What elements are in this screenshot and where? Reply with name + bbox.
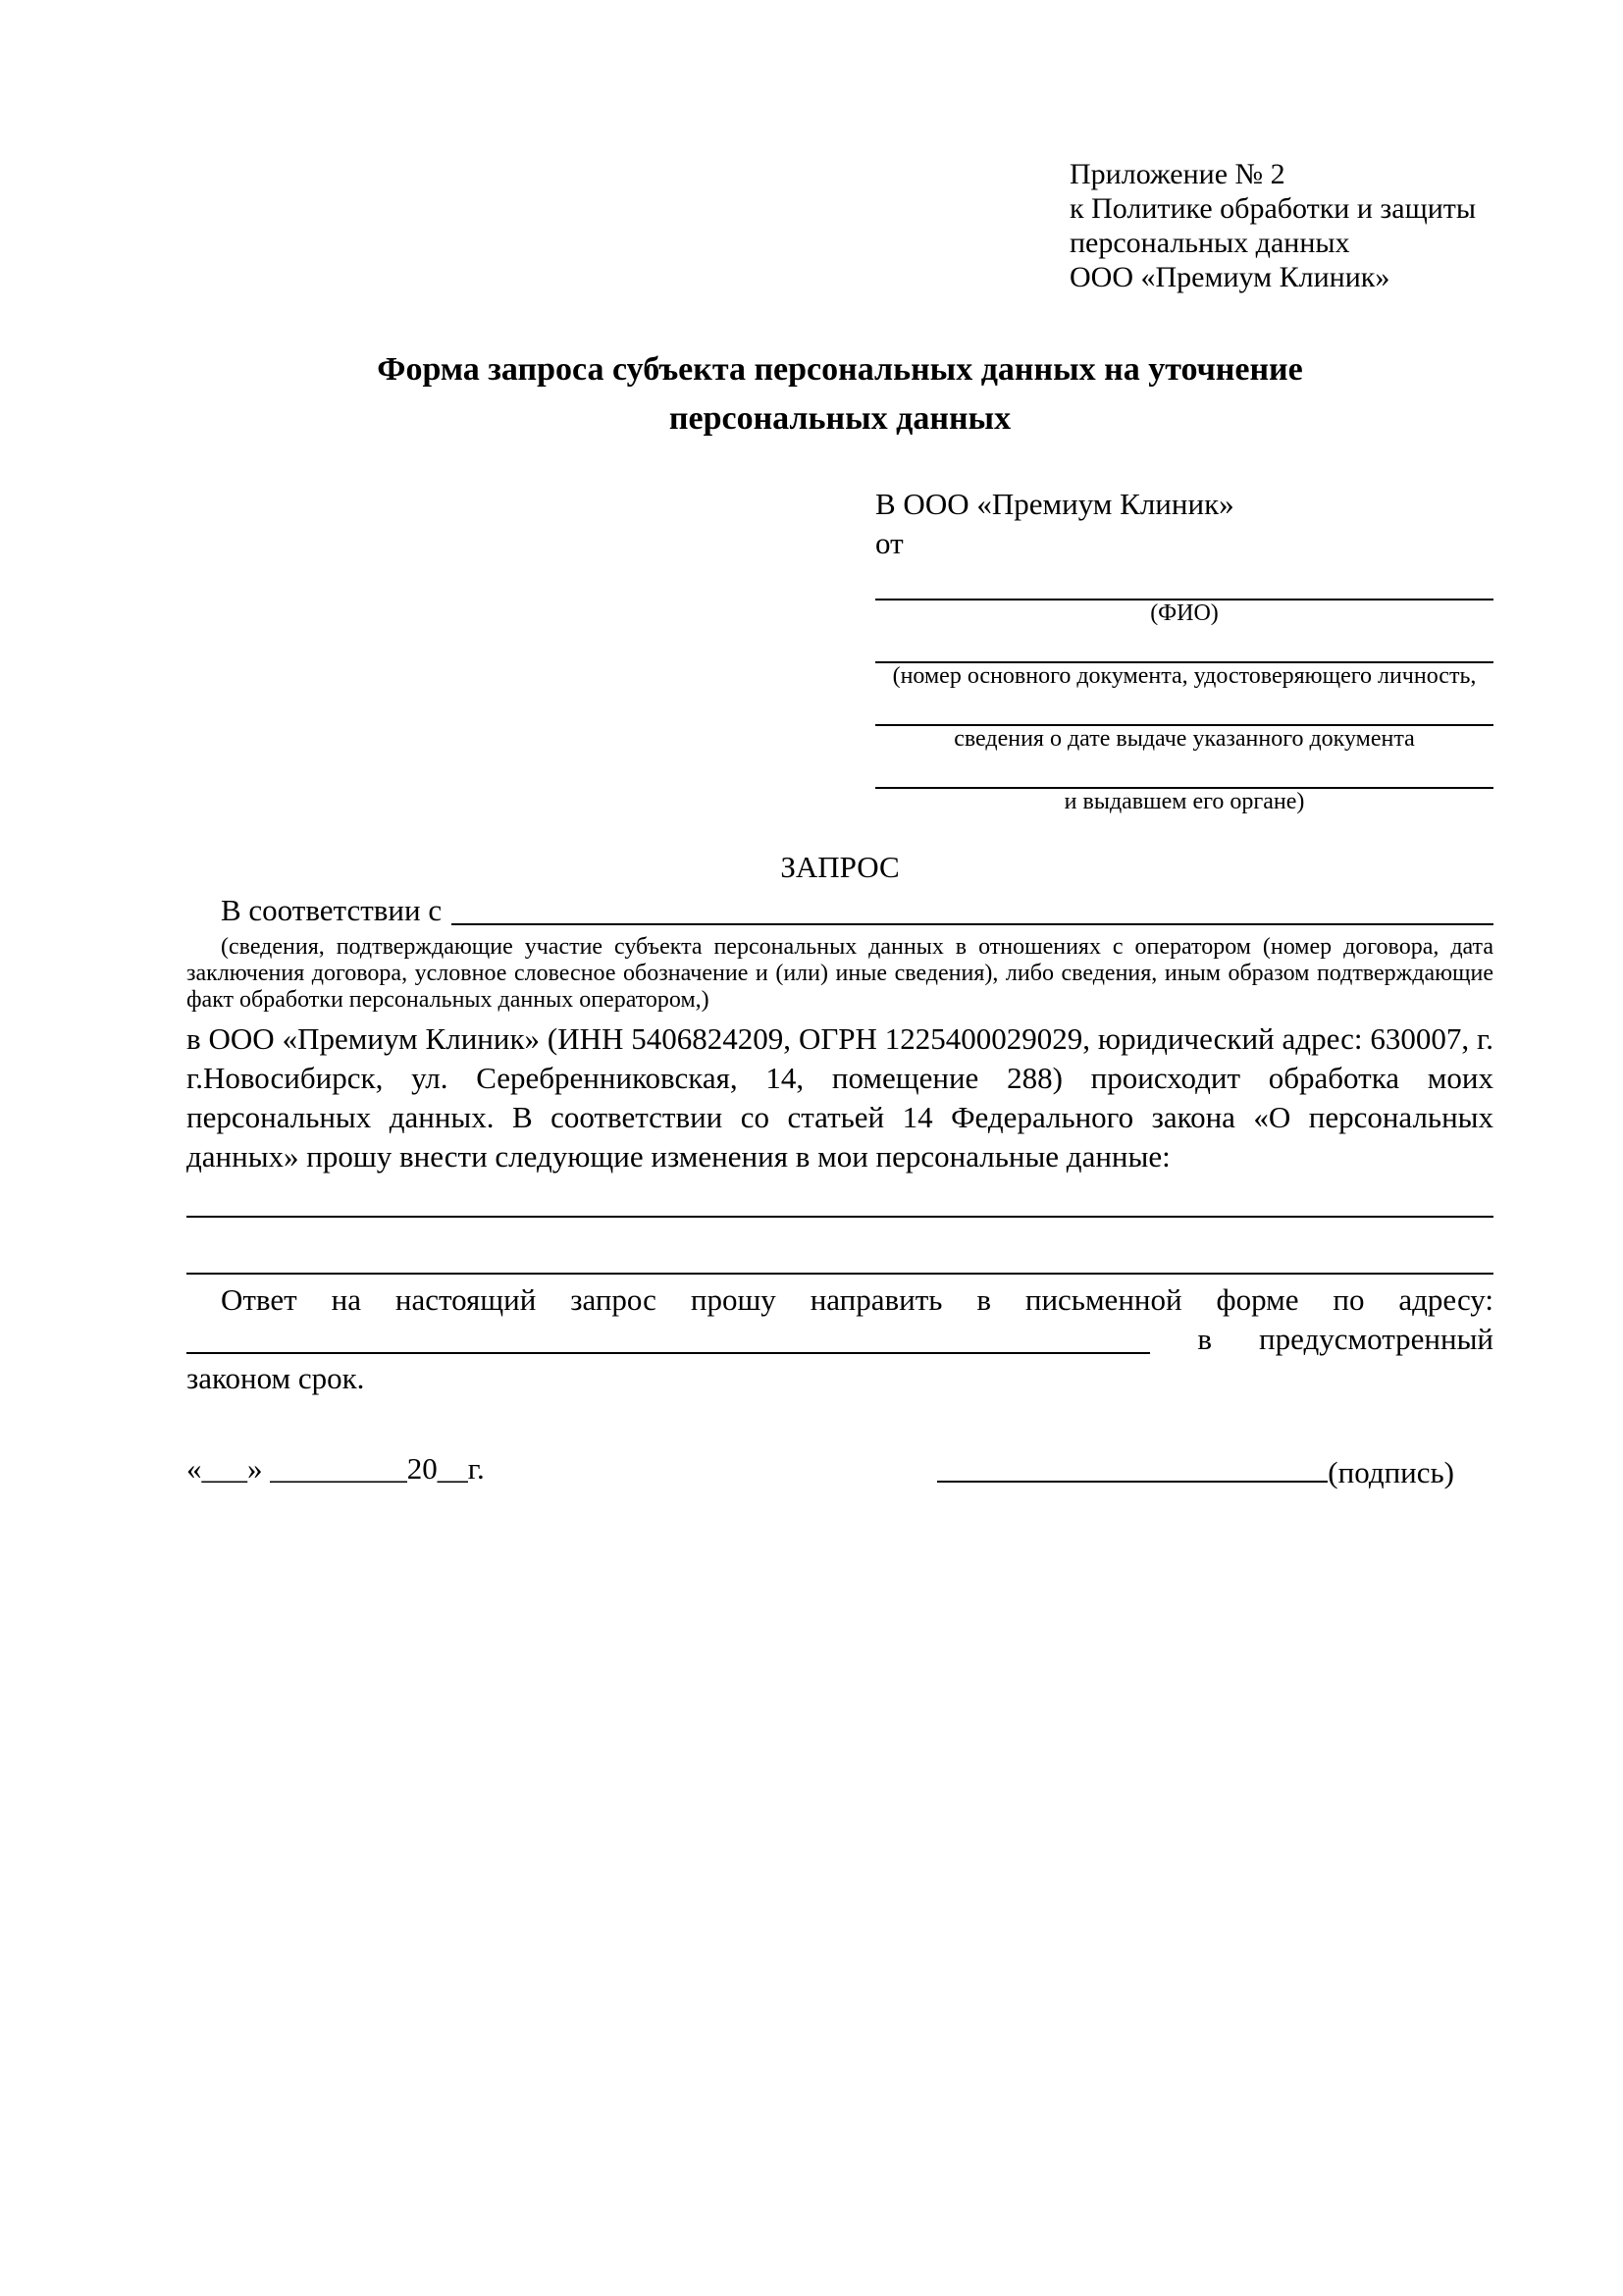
appendix-block xyxy=(1070,157,1493,294)
body-paragraph: в ООО «Премиум Клиник» (ИНН 5406824209, ОГРН 1225400029029, юридический адрес: 630007, г. г.Новосибирск, ул. Серебренниковская, 14, помещение 288) происходит обработка моих персональных данных. В соответствии со статьей 14 Федерального закона «О персональных данных» прошу внести следующие изменения в мои персональные данные: xyxy=(186,1021,1493,1174)
issuing-authority-caption: и выдавшем его органе) xyxy=(1064,789,1305,814)
reply-end: законом срок. xyxy=(186,1361,365,1395)
reply-sentence: Ответ на настоящий запрос прошу направить в письменной форме по адресу: xyxy=(221,1282,1493,1317)
reply-paragraph xyxy=(186,1280,1493,1398)
issue-date-caption: сведения о дате выдаче указанного документа xyxy=(954,726,1415,752)
request-heading: ЗАПРОС xyxy=(780,850,900,884)
reply-address-line xyxy=(186,1320,1493,1359)
document-title-line: персональных данных xyxy=(668,400,1012,437)
reply-tail-word: в xyxy=(1197,1322,1213,1356)
appendix-line: к Политике обработки и защиты xyxy=(1070,192,1477,225)
addressee-block xyxy=(875,485,1493,814)
signature-caption: (подпись) xyxy=(1328,1455,1454,1489)
appendix-line: персональных данных xyxy=(1070,227,1350,259)
fio-caption: (ФИО) xyxy=(1150,600,1219,626)
reply-address-blank-line xyxy=(186,1320,1150,1354)
document-title xyxy=(186,345,1493,444)
date-blank-line: «___» _________20__г. xyxy=(186,1451,485,1486)
signature-group xyxy=(937,1449,1454,1492)
changes-blank-line-1 xyxy=(186,1216,1493,1218)
according-line xyxy=(186,891,1493,930)
document-title-line: Форма запроса субъекта персональных данных на уточнение xyxy=(377,351,1303,388)
date-signature-row xyxy=(186,1449,1493,1492)
according-blank-line xyxy=(451,891,1493,925)
changes-blank-line-2 xyxy=(186,1273,1493,1275)
reply-tail-word: предусмотренный xyxy=(1259,1322,1493,1356)
appendix-line: Приложение № 2 xyxy=(1070,158,1285,190)
signature-blank-line xyxy=(937,1449,1328,1483)
document-number-caption: (номер основного документа, удостоверяющего личность, xyxy=(892,663,1477,689)
addressee-to: В ООО «Премиум Клиник» xyxy=(875,487,1234,521)
addressee-from-label: от xyxy=(875,526,904,560)
according-prefix: В соответствии с xyxy=(221,893,443,927)
appendix-line: ООО «Премиум Клиник» xyxy=(1070,261,1390,293)
fine-print-note: (сведения, подтверждающие участие субъекта персональных данных в отношениях с оператором (номер договора, дата заключения договора, условное словесное обозначение и (или) иные сведения), либо сведения, иным образом подтверждающие факт обработки персональных данных оператором,) xyxy=(186,934,1493,1013)
